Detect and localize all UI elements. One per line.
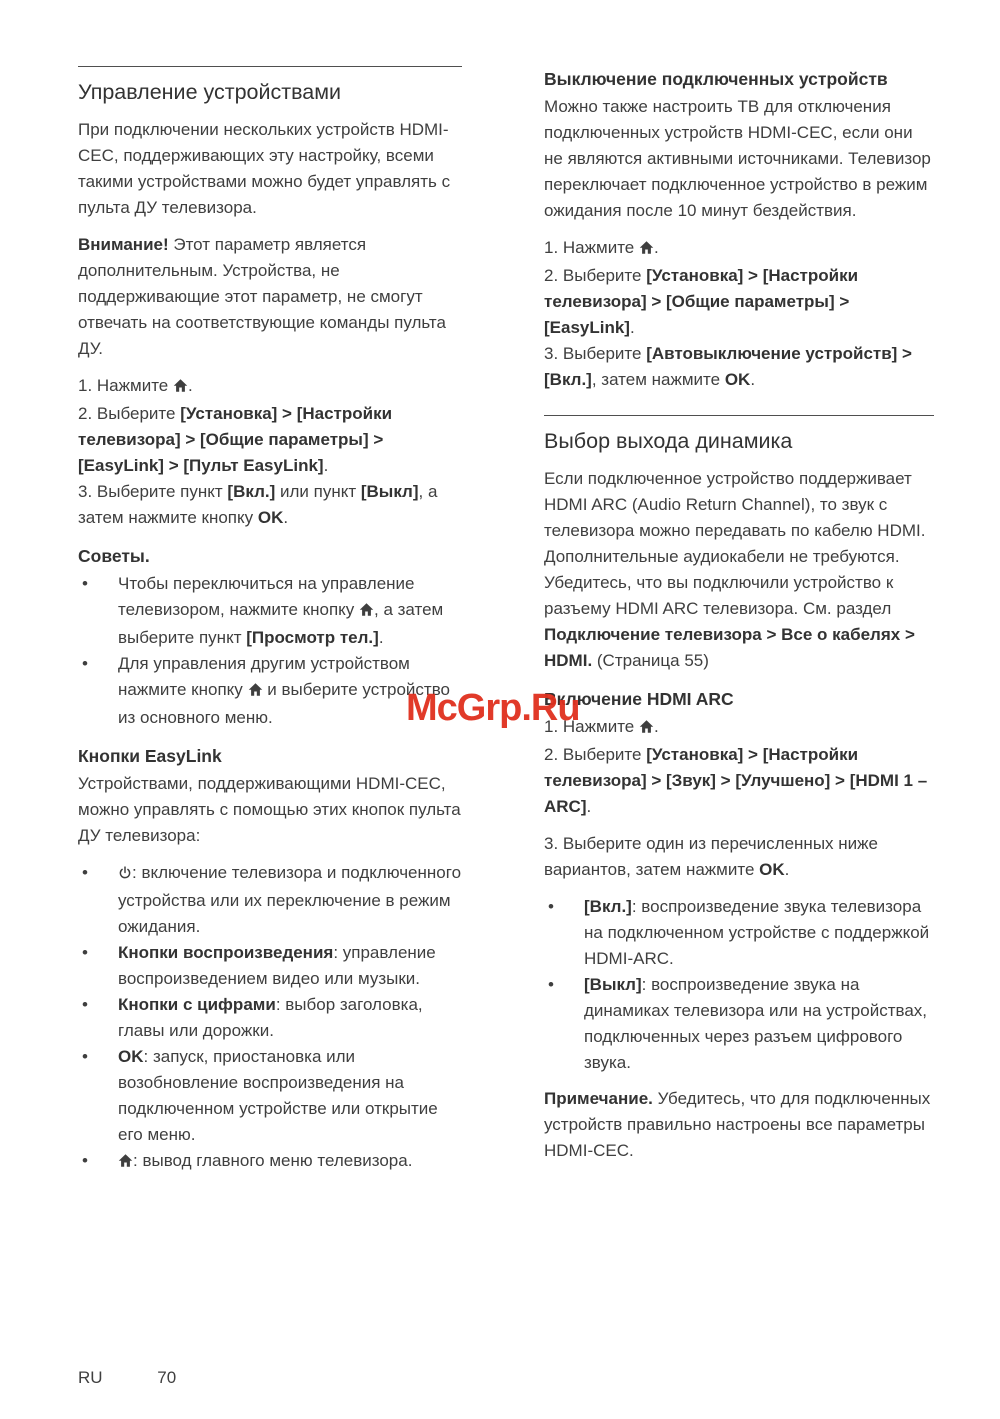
text-segment: [Установка] > [Настройки телевизора] > [Звук] > [Улучшено] > [HDMI 1 – ARC]	[544, 745, 928, 816]
text-segment: Включение HDMI ARC	[544, 689, 734, 709]
subheading	[544, 66, 934, 92]
text-segment: Советы.	[78, 546, 150, 566]
text-segment: .	[750, 370, 756, 389]
text-segment: 3. Выберите	[544, 344, 647, 363]
paragraph	[544, 831, 934, 883]
text-segment: OK	[759, 860, 785, 879]
subheading	[544, 686, 934, 712]
list-item	[118, 571, 462, 651]
step-line	[544, 263, 934, 341]
text-segment: 2. Выберите	[544, 266, 647, 285]
home-icon	[118, 1150, 133, 1176]
home-icon	[248, 679, 263, 705]
bullet-list	[78, 571, 462, 731]
list-item	[118, 992, 462, 1044]
text-segment: Если подключенное устройство поддерживает HDMI ARC (Audio Return Channel), то звук с телевизора можно передавать по кабелю HDMI. Дополнительные аудиокабели не требуются. Убедитесь, что вы подключили устройство к разъему HDMI ARC телевизора. См. раздел	[544, 469, 926, 618]
list-item	[118, 1148, 462, 1176]
text-segment: .	[283, 508, 289, 527]
text-segment: , а затем выберите пункт	[118, 600, 444, 647]
text-segment: 1. Нажмите	[544, 238, 639, 257]
page-body	[78, 66, 934, 1186]
text-segment: Убедитесь, что для подключенных устройств правильно настроены все параметры HDMI-CEC.	[544, 1089, 931, 1160]
text-segment: .	[784, 860, 790, 879]
page-footer	[78, 1368, 176, 1388]
text-segment: .	[586, 797, 592, 816]
step-line	[78, 479, 462, 531]
text-segment: [Выкл]	[584, 975, 642, 994]
text-segment: [Установка] > [Настройки телевизора] > [Общие параметры] > [EasyLink] > [Пульт EasyLink]	[78, 404, 393, 475]
text-segment: : воспроизведение звука на динамиках телевизора или на устройствах, подключенных через разъем цифрового звука.	[584, 975, 928, 1072]
paragraph	[78, 117, 462, 221]
paragraph	[78, 771, 462, 849]
text-segment: OK	[724, 370, 751, 389]
text-segment: [Вкл.]	[227, 482, 276, 501]
step-line	[78, 373, 462, 401]
text-segment: .	[653, 717, 659, 736]
text-segment: 1. Нажмите	[544, 717, 639, 736]
watermark: McGrp.Ru	[406, 687, 580, 729]
text-segment: При подключении нескольких устройств HDMI-CEC, поддерживающих эту настройку, всеми такими устройствами можно будет управлять с пульта ДУ телевизора.	[78, 120, 451, 217]
section-heading	[78, 66, 462, 105]
text-segment: : включение телевизора и подключенного устройства или их переключение в режим ожидания.	[118, 863, 462, 936]
text-segment: Примечание.	[544, 1089, 653, 1108]
text-segment: или пункт	[275, 482, 361, 501]
paragraph	[544, 1086, 934, 1164]
footer-language-label: RU	[78, 1368, 103, 1387]
text-segment: Чтобы переключиться на управление телевизором, нажмите кнопку	[118, 574, 415, 619]
text-segment: .	[187, 376, 193, 395]
text-segment: Управление устройствами	[78, 80, 342, 104]
step-line	[544, 742, 934, 820]
text-segment: Кнопки с цифрами	[118, 995, 276, 1014]
list-item	[584, 894, 934, 972]
text-segment: 3. Выберите пункт	[78, 482, 228, 501]
text-segment: 2. Выберите	[544, 745, 647, 764]
text-segment: Подключение телевизора > Все о кабелях > HDMI.	[544, 625, 915, 670]
list-item	[118, 940, 462, 992]
text-segment: : вывод главного меню телевизора.	[133, 1151, 413, 1170]
text-segment: Для управления другим устройством нажмите кнопку	[118, 654, 410, 699]
subheading	[78, 543, 462, 569]
step-line	[78, 401, 462, 479]
text-segment: Устройствами, поддерживающими HDMI-CEC, можно управлять с помощью этих кнопок пульта ДУ телевизора:	[78, 774, 461, 845]
text-segment: OK	[118, 1047, 144, 1066]
left-column	[78, 66, 462, 1186]
text-segment: .	[323, 456, 329, 475]
text-segment: [Просмотр тел.]	[246, 628, 379, 647]
text-segment: : запуск, приостановка или возобновление воспроизведения на подключенном устройстве или открытие его меню.	[118, 1047, 438, 1144]
text-segment: 2. Выберите	[78, 404, 181, 423]
text-segment: , а затем нажмите кнопку	[78, 482, 438, 527]
text-segment: 1. Нажмите	[78, 376, 173, 395]
home-icon	[639, 237, 654, 263]
subheading	[78, 743, 462, 769]
step-line	[544, 714, 934, 742]
text-segment: Кнопки EasyLink	[78, 746, 222, 766]
paragraph	[544, 466, 934, 674]
paragraph	[544, 94, 934, 224]
text-segment: : выбор заголовка, главы или дорожки.	[118, 995, 423, 1040]
home-icon	[359, 599, 374, 625]
text-segment: [Автовыключение устройств] > [Вкл.]	[544, 344, 912, 389]
text-segment: : воспроизведение звука телевизора на подключенном устройстве с поддержкой HDMI-ARC.	[584, 897, 930, 968]
step-line	[544, 235, 934, 263]
text-segment: OK	[257, 508, 284, 527]
list-item	[118, 860, 462, 940]
step-line	[544, 341, 934, 393]
list-item	[584, 972, 934, 1076]
text-segment: Кнопки воспроизведения	[118, 943, 334, 962]
power-icon	[118, 862, 132, 888]
text-segment: .	[653, 238, 659, 257]
right-column	[544, 66, 934, 1186]
text-segment: Можно также настроить ТВ для отключения подключенных устройств HDMI-CEC, если они не являются активными источниками. Телевизор переключает подключенное устройство в режим ожидания после 10 минут бездействия.	[544, 97, 931, 220]
text-segment: Внимание!	[78, 235, 169, 254]
text-segment: Выбор выхода динамика	[544, 429, 793, 453]
text-segment: : управление воспроизведением видео или музыки.	[118, 943, 436, 988]
text-segment: Выключение подключенных устройств	[544, 69, 888, 89]
paragraph	[78, 232, 462, 362]
text-segment: , затем нажмите	[591, 370, 725, 389]
section-heading	[544, 415, 934, 454]
footer-page-number: 70	[157, 1368, 177, 1387]
text-segment: и выберите устройство из основного меню.	[118, 680, 451, 727]
text-segment: .	[378, 628, 384, 647]
text-segment: .	[629, 318, 635, 337]
text-segment: [Установка] > [Настройки телевизора] > [Общие параметры] > [EasyLink]	[544, 266, 859, 337]
list-item	[118, 1044, 462, 1148]
text-segment: Этот параметр является дополнительным. Устройства, не поддерживающие этот параметр, не смогут отвечать на соответствующие команды пульта ДУ.	[78, 235, 446, 358]
bullet-list	[78, 860, 462, 1176]
home-icon	[639, 716, 654, 742]
text-segment: [Выкл]	[360, 482, 419, 501]
home-icon	[173, 375, 188, 401]
text-segment: (Страница 55)	[592, 651, 709, 670]
text-segment: [Вкл.]	[584, 897, 632, 916]
text-segment: 3. Выберите один из перечисленных ниже вариантов, затем нажмите	[544, 834, 878, 879]
bullet-list	[544, 894, 934, 1076]
